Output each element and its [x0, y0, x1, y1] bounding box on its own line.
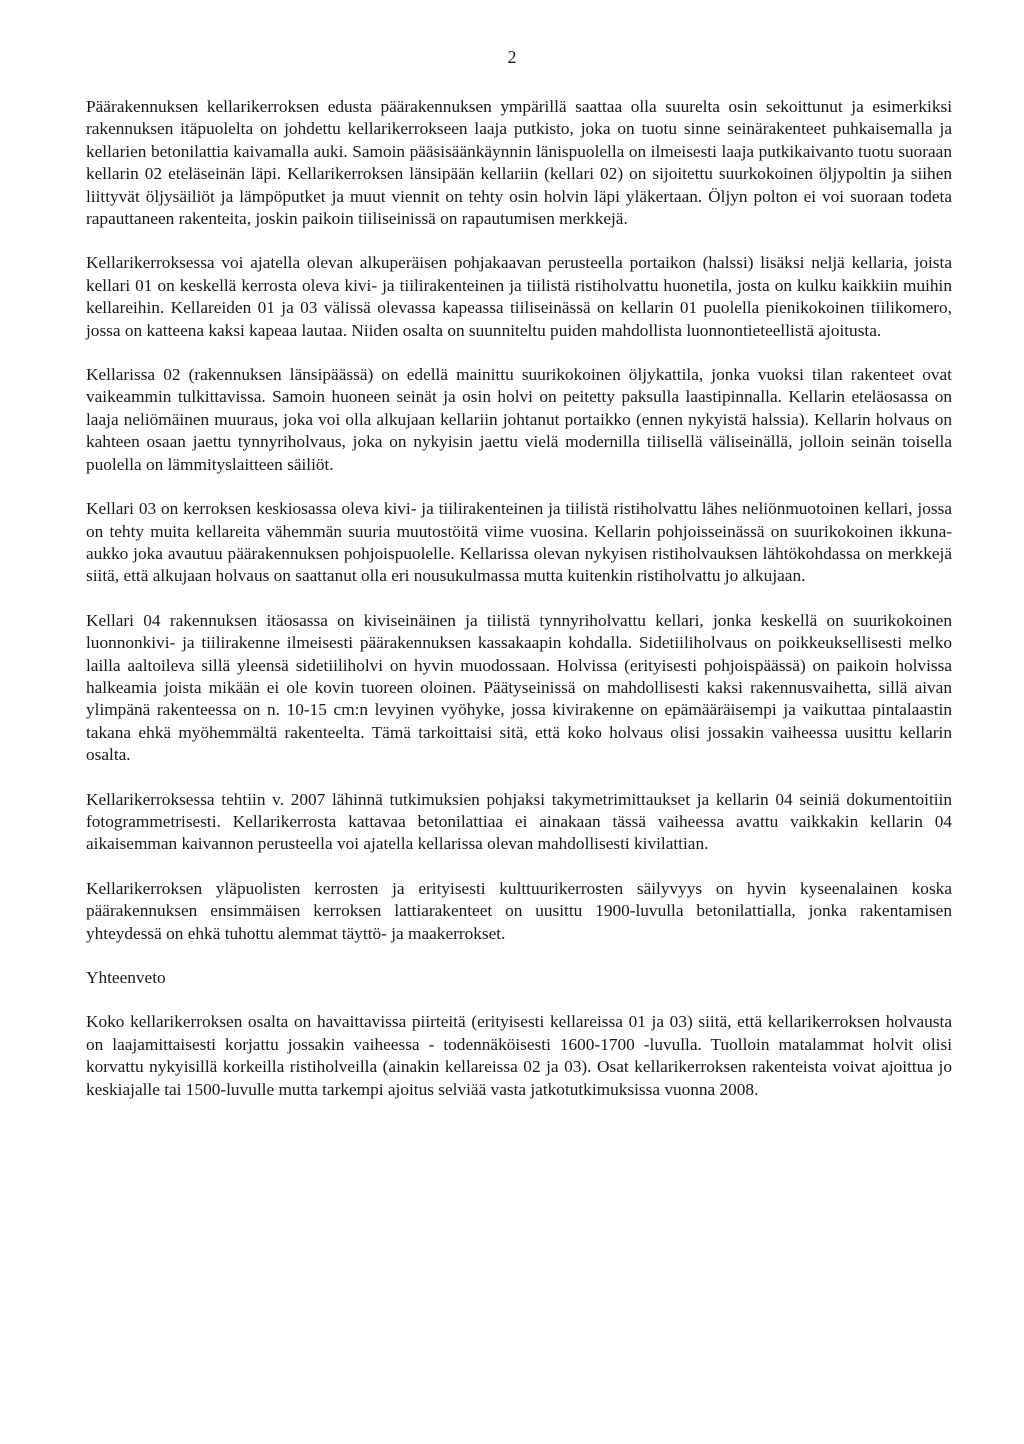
paragraph-cellar-03: Kellari 03 on kerroksen keskiosassa oleva kivi- ja tiilirakenteinen ja tiilistä ristiholvattu lähes neliönmuotoinen kellari, jossa on tehty muita kellareita vähemmän suuria muutostöitä viime vuosina. Kellarin pohjoisseinässä on suurikokoinen ikkuna-aukko joka avautuu päärakennuksen pohjoispuolelle. Kellarissa olevan nykyisen ristiholvauksen lähtökohdassa on merkkejä siitä, että alkujaan holvaus on saattanut olla eri nousukulmassa mutta kuitenkin ristiholvattu jo alkujaan. — [86, 499, 952, 586]
document-body — [86, 96, 952, 1123]
paragraph-cellar-04: Kellari 04 rakennuksen itäosassa on kiviseinäinen ja tiilistä tynnyriholvattu kellari, jonka keskellä on suurikokoinen luonnonkivi- ja tiilirakenne ilmeisesti päärakennuksen kassakaapin kohdalla. Sidetiiliholvaus on poikkeuksellisesti melko lailla aaltoileva sillä yleensä sidetiiliholvi on hyvin muodossaan. Holvissa (erityisesti pohjoispäässä) on paikoin holvissa halkeamia joista mikään ei ole kovin tuoreen oloinen. Päätyseinissä on mahdollisesti kaksi rakennusvaihetta, sillä aivan ylimpänä rakenteessa on n. 10-15 cm:n levyinen vyöhyke, jossa kivirakenne on epämääräisempi ja vaikuttaa pintalaastin takana ehkä myöhemmältä rakenteelta. Tämä tarkoittaisi sitä, että koko holvaus olisi jossakin vaiheessa uusittu kellarin osalta. — [86, 610, 952, 765]
paragraph-surveys-2007: Kellarikerroksessa tehtiin v. 2007 lähinnä tutkimuksien pohjaksi takymetrimittaukset ja kellarin 04 seiniä dokumentoitiin fotogrammetrisesti. Kellarikerrosta kattavaa betonilattiaa ei ainakaan tässä vaiheessa avattu vaikkakin kellarin 04 aikaisemman kaivannon perusteella voi ajatella kellarissa olevan mahdollisesti kivilattian. — [86, 789, 952, 854]
page-number: 2 — [507, 47, 517, 67]
paragraph-basement-layout: Kellarikerroksessa voi ajatella olevan alkuperäisen pohjakaavan perusteella portaikon (halssi) lisäksi neljä kellaria, joista kellari 01 on keskellä kerrosta oleva kivi- ja tiilirakenteinen ja tiilistä ristiholvattu huonetila, josta on kulku kaikkiin muihin kellareihin. Kellareiden 01 ja 03 välissä olevassa kapeassa tiiliseinässä on kellarin 01 puolella pienikokoinen tiilikomero, jossa on katteena kaksi kapeaa lautaa. Niiden osalta on suunniteltu puiden mahdollista luonnontieteellistä ajoitusta. — [86, 253, 952, 340]
paragraph-basement-front: Päärakennuksen kellarikerroksen edusta päärakennuksen ympärillä saattaa olla suurelta osin sekoittunut ja esimerkiksi rakennuksen itäpuolelta on johdettu kellarikerrokseen laaja putkisto, joka on tuotu sinne seinärakenteet puhkaisemalla ja kellarien betonilattia kaivamalla auki. Samoin pääsisäänkäynnin länispuolella on ilmeisesti laaja putkikaivanto tuotu suoraan kellarin 02 eteläseinän läpi. Kellarikerroksen länsipään kellariin (kellari 02) on sijoitettu suurkokoinen öljypoltin ja siihen liittyvät öljysäiliöt ja lämpöputket ja muut viennit on tehty osin holvin läpi yläkertaan. Öljyn polton ei voi suoraan todeta rapauttaneen rakenteita, joskin paikoin tiiliseinissä on rapautumisen merkkejä. — [86, 97, 952, 229]
paragraph-upper-layers: Kellarikerroksen yläpuolisten kerrosten ja erityisesti kulttuurikerrosten säilyvyys on hyvin kyseenalainen koska päärakennuksen ensimmäisen kerroksen lattiarakenteet on uusittu 1900-luvulla betonilattialla, jonka rakentamisen yhteydessä on ehkä tuhottu alemmat täyttö- ja maakerrokset. — [86, 878, 952, 943]
summary-paragraph: Koko kellarikerroksen osalta on havaittavissa piirteitä (erityisesti kellareissa 01 ja 03) siitä, että kellarikerroksen holvausta on laajamittaisesti korjattu jossakin vaiheessa - todennäköisesti 1600-1700 -luvulla. Tuolloin matalammat holvit olisi korvattu nykyisillä korkeilla ristiholveilla (ainakin kellareissa 02 ja 03). Osat kellarikerroksen rakenteista voivat ajoittua jo keskiajalle tai 1500-luvulle mutta tarkempi ajoitus selviää vasta jatkotutkimuksissa vuonna 2008. — [86, 1012, 952, 1099]
summary-heading: Yhteenveto — [86, 968, 166, 987]
paragraph-cellar-02: Kellarissa 02 (rakennuksen länsipäässä) on edellä mainittu suurikokoinen öljykattila, jonka vuoksi tilan rakenteet ovat vaikeammin tulkittavissa. Samoin huoneen seinät ja osin holvi on peitetty paksulla laastipinnalla. Kellarin eteläosassa on laaja neliömäinen muuraus, joka voi olla alkujaan kellariin johtanut portaikko (ennen nykyistä halssia). Kellarin holvaus on kahteen osaan jaettu tynnyriholvaus, joka on nykyisin jaettu vielä modernilla tiilisellä väliseinällä, jolloin seinän toisella puolella on lämmityslaitteen säiliöt. — [86, 365, 952, 474]
